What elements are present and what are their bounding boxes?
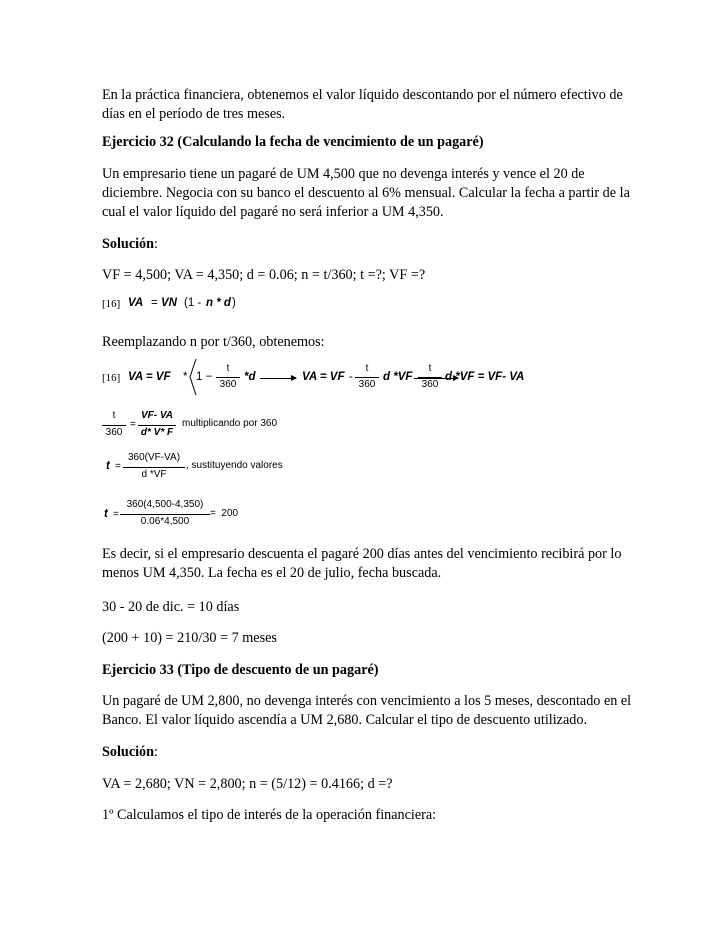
es-decir-paragraph: Es decir, si el empresario descuenta el pagaré 200 días antes del vencimiento recibirá por lo menos UM 4,350. La fecha es el 20 de julio, fecha buscada.	[102, 546, 622, 581]
exercise-33-data: VA = 2,680; VN = 2,800; n = (5/12) = 0.4166; d =?	[102, 776, 393, 792]
fraction-bar	[355, 377, 379, 378]
solution-1-heading	[102, 235, 632, 254]
formula-1-tag: [16]	[102, 298, 121, 310]
formula-3-eq: =	[130, 419, 136, 430]
formula-1-nd: n * d	[206, 297, 231, 309]
formula-5-result: = 200	[210, 508, 239, 519]
calculation-months: (200 + 10) = 210/30 = 7 meses	[102, 630, 277, 646]
formula-2-tag: [16]	[102, 372, 121, 384]
formula-2c-t-num: t	[428, 363, 432, 374]
formula-2c-360: 360	[421, 379, 439, 390]
formula-2-one-minus: 1 −	[196, 371, 213, 383]
formula-2-t-fraction	[216, 363, 240, 374]
fraction-bar	[123, 467, 185, 468]
formula-4-text: , sustituyendo valores	[186, 460, 283, 471]
solution-2-heading	[102, 743, 632, 762]
formula-3-num: VF- VA	[140, 410, 174, 421]
formula-2b-t: t	[365, 363, 369, 374]
solution-2-colon: :	[154, 744, 158, 760]
formula-3-text: multiplicando por 360	[182, 418, 278, 429]
formula-1-equals: =	[151, 297, 158, 309]
exercise-33-statement: Un pagaré de UM 2,800, no devenga interés con vencimiento a los 5 meses, descontado en el Banco. El valor líquido ascendía a UM 2,680. Calcular el tipo de descuento utilizado.	[102, 693, 632, 728]
exercise-32-data: VF = 4,500; VA = 4,350; d = 0.06; n = t/360; t =?; VF =?	[102, 267, 426, 283]
formula-1-paren: (1 -	[184, 297, 202, 309]
formula-t-result	[104, 499, 254, 531]
formula-3-t: t	[112, 410, 116, 421]
formula-5-num: 360(4,500-4,350)	[126, 499, 204, 510]
formula-3-den: d* V* F	[140, 427, 174, 438]
formula-2b-minus: -	[349, 371, 353, 383]
formula-5-den: 0.06*4,500	[140, 516, 190, 527]
fraction-bar	[216, 377, 240, 378]
formula-2b-lhs: VA = VF	[302, 371, 345, 383]
exercise-32-statement: Un empresario tiene un pagaré de UM 4,500 que no devenga interés y vence el 20 de diciembre. Negocia con su banco el descuento al 6% mensual. Calcular la fecha a partir de la cual el valor líquido del pagaré no será inferior a UM 4,350.	[102, 166, 630, 220]
formula-4-t: t	[106, 460, 110, 472]
formula-3-360: 360	[105, 427, 123, 438]
arrow-right-icon	[260, 378, 296, 379]
fraction-bar	[102, 425, 126, 426]
solution-1-label: Solución	[102, 236, 155, 252]
formula-1-rhs: VN	[161, 297, 177, 309]
calculation-days: 30 - 20 de dic. = 10 días	[102, 599, 240, 615]
formula-2b-360: 360	[358, 379, 376, 390]
fraction-bar	[120, 514, 210, 515]
intro-paragraph: En la práctica financiera, obtenemos el valor líquido descontando por el número efectivo de días en el período de tres meses.	[102, 87, 623, 122]
formula-1-lhs: VA	[128, 297, 144, 309]
exercise-33-title: Ejercicio 33 (Tipo de descuento de un pagaré)	[102, 662, 379, 678]
formula-5-t: t	[104, 508, 108, 520]
formula-4-den: d *VF	[141, 469, 167, 480]
formula-2c-rest: d *VF = VF- VA	[445, 371, 525, 383]
formula-1-close: )	[232, 297, 236, 309]
formula-16-result	[418, 358, 528, 396]
formula-2-mul: *	[183, 371, 188, 383]
formula-5-eq: =	[113, 509, 119, 520]
formula-4-eq: =	[115, 461, 121, 472]
fraction-bar	[138, 425, 176, 426]
formula-2-lhs: VA = VF	[128, 371, 171, 383]
formula-2-d: *d	[244, 371, 256, 383]
formula-t-360-vf-va	[106, 452, 306, 484]
solution-2-label: Solución	[102, 744, 155, 760]
formula-t-over-360	[102, 410, 312, 442]
formula-2-360: 360	[219, 379, 237, 390]
reemplazando-paragraph: Reemplazando n por t/360, obtenemos:	[102, 334, 325, 350]
step-one-paragraph: 1º Calculamos el tipo de interés de la operación financiera:	[102, 807, 437, 823]
formula-4-num: 360(VF-VA)	[127, 452, 181, 463]
formula-2-t: t	[226, 363, 230, 374]
exercise-32-title: Ejercicio 32 (Calculando la fecha de vencimiento de un pagaré)	[102, 134, 484, 150]
solution-1-colon: :	[154, 236, 158, 252]
fraction-bar	[418, 377, 442, 378]
formula-2b-dvf: d *VF	[383, 371, 413, 383]
